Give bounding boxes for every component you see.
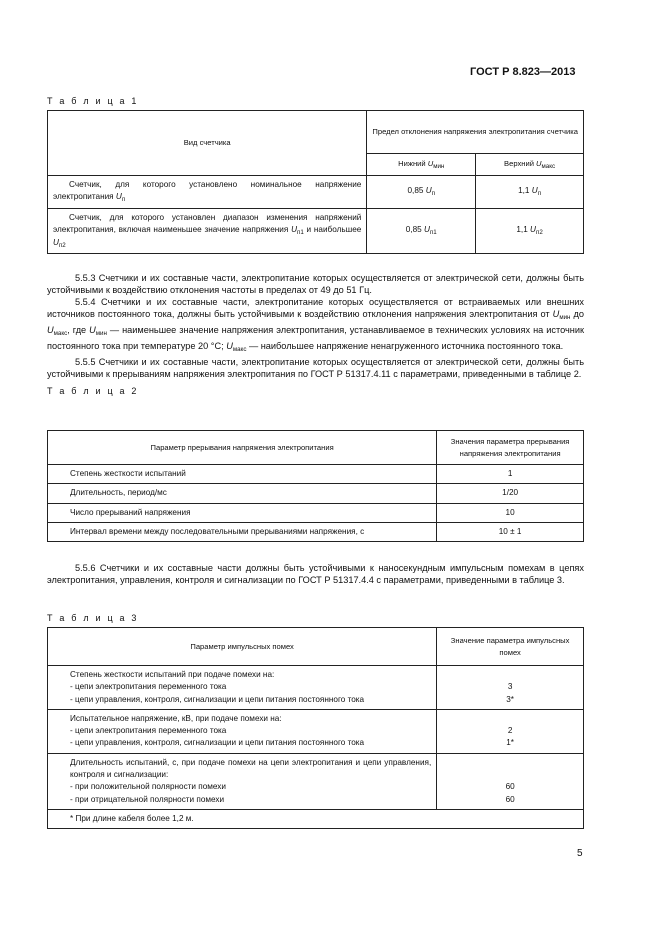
table3-group-voltage-values: 2 1* bbox=[437, 709, 584, 753]
page-number: 5 bbox=[577, 848, 583, 859]
table1-row2-upper: 1,1 $U_{п2}$ bbox=[476, 208, 584, 254]
table2-row-value: 1 bbox=[437, 465, 584, 484]
table3-col1-header: Параметр импульсных помех bbox=[48, 628, 437, 666]
table3-group-duration-values: 60 60 bbox=[437, 753, 584, 809]
table1-col1-header: Вид счетчика bbox=[48, 111, 367, 176]
table1-sub-lower: Нижний $U_{мин}$ bbox=[367, 154, 476, 176]
table2-caption: Т а б л и ц а 2 bbox=[47, 386, 139, 396]
table2-col1-header: Параметр прерывания напряжения электропитания bbox=[48, 431, 437, 465]
table2-row-param: Число прерываний напряжения bbox=[48, 503, 437, 522]
table3-caption: Т а б л и ц а 3 bbox=[47, 613, 139, 623]
document-header: ГОСТ Р 8.823—2013 bbox=[470, 66, 576, 78]
table1-row2-type: Счетчик, для которого установлен диапазон изменения напряжений электропитания, включая наименьшее значение напряжения $U_{п1}$ и наибольшее $U_{п2}$ bbox=[48, 208, 367, 254]
table2 bbox=[47, 430, 584, 542]
table1-sub-upper: Верхний $U_{макс}$ bbox=[476, 154, 584, 176]
table1-row1-upper: 1,1 $U_п$ bbox=[476, 176, 584, 209]
paragraph-5-5-5: 5.5.5 Счетчики и их составные части, электропитание которых осуществляется от электрической сети, должны быть устойчивыми к прерываниям напряжения электропитания по ГОСТ Р 51317.4.11 с параметрами, приведенными в таблице 2. bbox=[47, 357, 584, 379]
table2-row-value: 10 bbox=[437, 503, 584, 522]
table2-row-param: Интервал времени между последовательными прерываниями напряжения, с bbox=[48, 522, 437, 541]
table1-row2-lower: 0,85 $U_{п1}$ bbox=[367, 208, 476, 254]
table2-row-value: 1/20 bbox=[437, 484, 584, 503]
table3-col2-header: Значение параметра импульсных помех bbox=[437, 628, 584, 666]
table3 bbox=[47, 627, 584, 829]
table3-group-intensity: Степень жесткости испытаний при подаче помехи на: - цепи электропитания переменного тока - цепи управления, контроля, сигнализации и цепи питания постоянного тока bbox=[48, 666, 437, 710]
table1-col2-header: Предел отклонения напряжения электропитания счетчика bbox=[367, 111, 584, 154]
table2-row-param: Длительность, период/мс bbox=[48, 484, 437, 503]
table3-group-voltage: Испытательное напряжение, кВ, при подаче помехи на: - цепи электропитания переменного тока - цепи управления, контроля, сигнализации и цепи питания постоянного тока bbox=[48, 709, 437, 753]
table1-row1-lower: 0,85 $U_п$ bbox=[367, 176, 476, 209]
table3-footnote: * При длине кабеля более 1,2 м. bbox=[48, 809, 584, 828]
table1-row1-type: Счетчик, для которого установлено номинальное напряжение электропитания $U_п$ bbox=[48, 176, 367, 209]
table2-col2-header: Значения параметра прерывания напряжения электропитания bbox=[437, 431, 584, 465]
table2-row-value: 10 ± 1 bbox=[437, 522, 584, 541]
table1 bbox=[47, 110, 584, 254]
body-text-block-2 bbox=[47, 562, 584, 586]
paragraph-5-5-4: 5.5.4 Счетчики и их составные части, электропитание которых осуществляется от встраиваемых или внешних источников постоянного тока, должны быть устойчивыми к воздействию отклонения напряжения электропитания от $U_{мин}$ до $U_{макс}$, где $U_{мин}$ — наименьшее значение напряжения электропитания, устанавливаемое в технических условиях на источник постоянного тока при температуре 20 °С; $U_{макс}$ — наибольшее напряжение ненагруженного источника постоянного тока. bbox=[47, 297, 584, 353]
table3-group-intensity-values: 3 3* bbox=[437, 666, 584, 710]
paragraph-5-5-6: 5.5.6 Счетчики и их составные части должны быть устойчивыми к наносекундным импульсным помехам в цепях электропитания, управления, контроля и сигнализации по ГОСТ Р 51317.4.4 с параметрами, приведенными в таблице 3. bbox=[47, 563, 584, 585]
table2-row-param: Степень жесткости испытаний bbox=[48, 465, 437, 484]
paragraph-5-5-3: 5.5.3 Счетчики и их составные части, электропитание которых осуществляется от электрической сети, должны быть устойчивыми к воздействию отклонения частоты в пределах от 49 до 51 Гц. bbox=[47, 273, 584, 295]
table3-group-duration: Длительность испытаний, с, при подаче помехи на цепи электропитания и цепи управления, контроля и сигнализации: - при положительной полярности помехи - при отрицательной полярности помехи bbox=[48, 753, 437, 809]
table1-caption: Т а б л и ц а 1 bbox=[47, 96, 139, 106]
body-text-block-1 bbox=[47, 272, 584, 380]
